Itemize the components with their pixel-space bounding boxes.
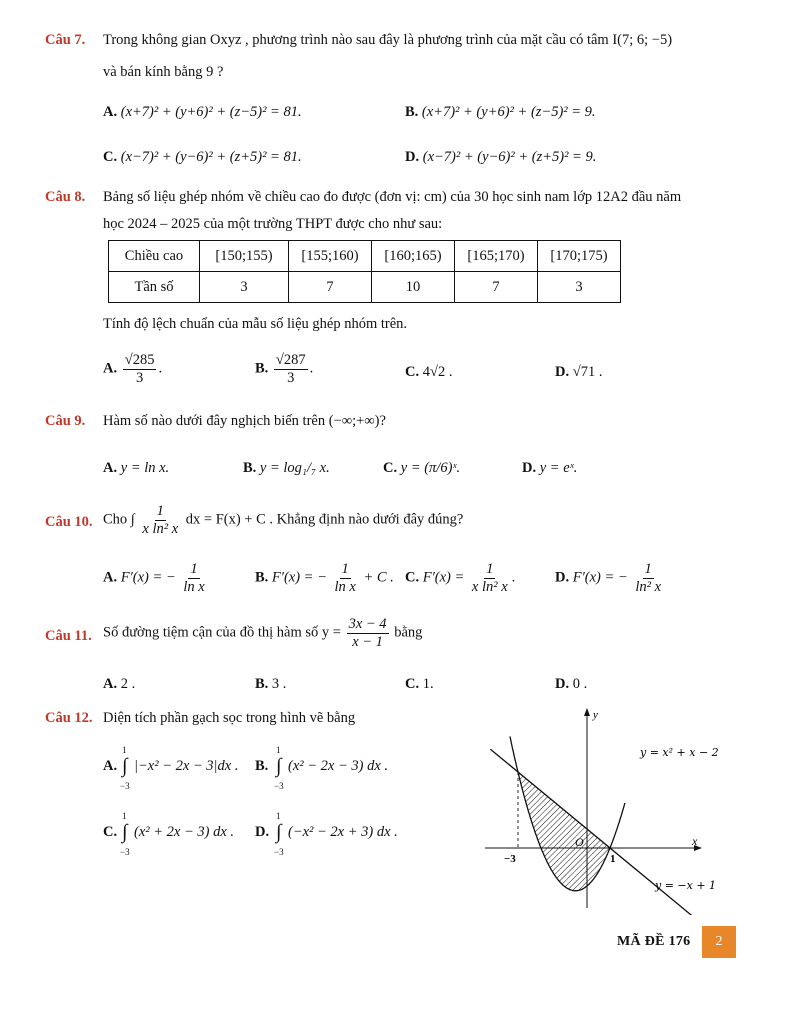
option-letter: D. [555, 364, 570, 380]
q9-option-d [522, 460, 577, 477]
table-cell: Tần số [109, 272, 200, 303]
table-cell: [165;170) [455, 241, 538, 272]
integral-lower-limit: −3 [274, 781, 284, 791]
table-cell: Chiều cao [109, 241, 200, 272]
option-letter: D. [555, 569, 570, 586]
fraction-numerator: 1 [486, 561, 494, 577]
q12-stem: Diện tích phần gạch sọc trong hình vẽ bằng [103, 710, 356, 726]
q9-option-c [383, 460, 460, 477]
parabola-label: y = x² + x − 2 [640, 746, 719, 759]
q11-option-c [405, 676, 434, 693]
q8-stem-line2: học 2024 – 2025 của một trường THPT được cho như sau: [103, 216, 443, 232]
integral-lower-limit: −3 [120, 781, 130, 791]
option-text: (x+7)² + (y+6)² + (z−5)² = 81. [120, 104, 302, 120]
q7 [45, 32, 85, 49]
option-text: y = (π/6)ˣ. [400, 460, 461, 476]
fraction [333, 561, 358, 595]
option-text: F′(x) = − [572, 569, 628, 586]
option-letter: A. [103, 676, 118, 692]
fraction [140, 503, 180, 537]
q10-label: Câu 10. [45, 514, 93, 530]
option-text: (x−7)² + (y−6)² + (z+5)² = 9. [422, 149, 597, 165]
q10-option-c [405, 561, 515, 595]
option-letter: B. [255, 569, 269, 586]
fraction-denominator: 3 [287, 369, 295, 386]
fraction-numerator: √285 [124, 352, 155, 368]
q11-option-b [255, 676, 286, 693]
q8-option-b [255, 352, 313, 386]
integral-sign: ∫ [276, 821, 282, 843]
table-cell: 7 [289, 272, 372, 303]
fraction-denominator: x ln² x [471, 578, 508, 595]
q8-stem-line1: Bảng số liệu ghép nhóm về chiều cao đo được (đơn vị: cm) của 30 học sinh nam lớp 12A2 đầu năm [103, 189, 682, 205]
table-cell: [170;175) [538, 241, 621, 272]
line-label: y = −x + 1 [655, 879, 717, 892]
q12 [45, 710, 93, 727]
option-text: 1. [422, 676, 434, 692]
q11 [45, 628, 92, 645]
x-axis-label: x [692, 834, 698, 848]
fraction-numerator: √287 [275, 352, 306, 368]
option-tail: . [309, 360, 314, 377]
tick-label: 1 [610, 853, 616, 865]
fraction [181, 561, 206, 595]
fraction [470, 561, 510, 595]
option-letter: B. [255, 676, 269, 692]
q11-option-d [555, 676, 587, 693]
q12-option-d [255, 824, 269, 841]
option-text: y = ln x. [120, 460, 170, 476]
q8-label: Câu 8. [45, 189, 86, 205]
q10-option-d [555, 561, 665, 595]
option-letter: A. [103, 460, 118, 476]
option-letter: C. [103, 149, 118, 165]
q9 [45, 413, 85, 430]
q10-stem [103, 503, 463, 537]
q7-option-a [103, 104, 302, 121]
integral-lower-limit: −3 [274, 847, 284, 857]
option-text: 4√2 . [422, 364, 453, 380]
option-text: |−x² − 2x − 3|dx . [134, 758, 239, 774]
fraction-numerator: 1 [190, 561, 198, 577]
stem-text: Số đường tiệm cận của đồ thị hàm số y = [103, 624, 341, 641]
q8-option-d [555, 364, 602, 381]
option-text: y = log₁/₇ x. [259, 460, 330, 476]
fraction [274, 352, 308, 386]
option-text: (x−7)² + (y−6)² + (z+5)² = 81. [120, 149, 302, 165]
q9-option-a [103, 460, 169, 477]
table-cell: [155;160) [289, 241, 372, 272]
fraction [347, 616, 389, 650]
fraction-denominator: ln² x [635, 578, 661, 595]
stem-text: dx = F(x) + C . Khẳng định nào dưới đây đúng? [185, 511, 464, 528]
hatched-region [518, 772, 610, 891]
option-letter: B. [405, 104, 419, 120]
integral-upper-limit: 1 [276, 811, 281, 821]
table-row [109, 241, 621, 272]
option-text: (x² + 2x − 3) dx . [134, 824, 235, 840]
q10-option-b [255, 561, 394, 595]
q7-option-c [103, 149, 302, 166]
option-tail: + C . [363, 569, 394, 586]
q9-label: Câu 9. [45, 413, 86, 429]
option-letter: C. [405, 569, 420, 586]
q9-stem: Hàm số nào dưới đây nghịch biến trên (−∞;+∞)? [103, 413, 386, 429]
q12-option-a [103, 758, 117, 775]
option-letter: C. [103, 824, 118, 840]
option-letter: B. [243, 460, 257, 476]
option-letter: B. [255, 758, 269, 774]
q12-graph [480, 700, 750, 915]
option-letter: D. [255, 824, 270, 840]
q8-option-a [103, 352, 162, 386]
table-row [109, 272, 621, 303]
integral-sign: ∫ [122, 821, 128, 843]
option-text: F′(x) = [422, 569, 465, 586]
fraction [633, 561, 663, 595]
q10-option-a [103, 561, 209, 595]
integral-sign: Cho ∫ [103, 511, 135, 528]
fraction-numerator: 1 [341, 561, 349, 577]
option-letter: A. [103, 360, 118, 377]
table-cell: 7 [455, 272, 538, 303]
q7-stem-line1: Trong không gian Oxyz , phương trình nào sau đây là phương trình của mặt cầu có tâm I(7; 6; −5) [103, 32, 673, 48]
q12-option-c [103, 824, 117, 841]
option-text: F′(x) = − [271, 569, 327, 586]
table-cell: 3 [200, 272, 289, 303]
option-text: F′(x) = − [120, 569, 176, 586]
option-text: √71 . [572, 364, 603, 380]
q8-question: Tính độ lệch chuẩn của mẫu số liệu ghép nhóm trên. [103, 316, 408, 332]
q7-option-b [405, 104, 596, 121]
option-text: y = eˣ. [539, 460, 578, 476]
q12-option-b [255, 758, 268, 775]
option-text: (−x² − 2x + 3) dx . [288, 824, 398, 840]
integral-sign: ∫ [276, 755, 282, 777]
y-axis-arrow-icon [584, 708, 590, 716]
option-letter: A. [103, 569, 118, 586]
q10 [45, 514, 93, 531]
integral-lower-limit: −3 [120, 847, 130, 857]
q11-stem [103, 616, 422, 650]
fraction-denominator: ln x [183, 578, 205, 595]
q11-option-a [103, 676, 135, 693]
option-tail: . [158, 360, 163, 377]
option-letter: D. [522, 460, 537, 476]
integral-upper-limit: 1 [122, 745, 127, 755]
option-text: (x² − 2x − 3) dx . [288, 758, 389, 774]
option-letter: D. [555, 676, 570, 692]
fraction-numerator: 1 [644, 561, 652, 577]
option-text: 3 . [271, 676, 287, 692]
option-letter: C. [405, 676, 420, 692]
fraction-numerator: 1 [156, 503, 164, 519]
option-text: 0 . [572, 676, 588, 692]
q7-label: Câu 7. [45, 32, 86, 48]
fraction-denominator: ln x [334, 578, 356, 595]
option-letter: A. [103, 104, 118, 120]
q7-stem-line2: và bán kính bằng 9 ? [103, 64, 224, 80]
exam-code: MÃ ĐỀ 176 [617, 934, 691, 949]
integral-sign: ∫ [122, 755, 128, 777]
table-cell: [160;165) [372, 241, 455, 272]
q12-label: Câu 12. [45, 710, 93, 726]
origin-label: O [575, 835, 584, 849]
q11-label: Câu 11. [45, 628, 92, 644]
option-letter: C. [383, 460, 398, 476]
option-tail: . [511, 569, 516, 586]
option-letter: D. [405, 149, 420, 165]
fraction-numerator: 3x − 4 [348, 616, 387, 632]
fraction-denominator: x ln² x [142, 520, 179, 537]
table-cell: [150;155) [200, 241, 289, 272]
integral-upper-limit: 1 [276, 745, 281, 755]
table-cell: 3 [538, 272, 621, 303]
fraction [123, 352, 157, 386]
q8 [45, 189, 85, 206]
option-text: 2 . [120, 676, 136, 692]
frequency-table [108, 240, 621, 303]
stem-text: bằng [394, 624, 423, 641]
option-text: (x+7)² + (y+6)² + (z−5)² = 9. [421, 104, 596, 120]
page-number: 2 [702, 926, 736, 958]
option-letter: C. [405, 364, 420, 380]
table-cell: 10 [372, 272, 455, 303]
option-letter: A. [103, 758, 118, 774]
tick-label: −3 [504, 853, 516, 865]
q9-option-b [243, 460, 330, 477]
q7-option-d [405, 149, 596, 166]
integral-upper-limit: 1 [122, 811, 127, 821]
fraction-denominator: x − 1 [352, 633, 383, 650]
q8-option-c [405, 364, 452, 381]
option-letter: B. [255, 360, 269, 377]
y-axis-label: y [593, 709, 598, 721]
fraction-denominator: 3 [135, 369, 144, 386]
